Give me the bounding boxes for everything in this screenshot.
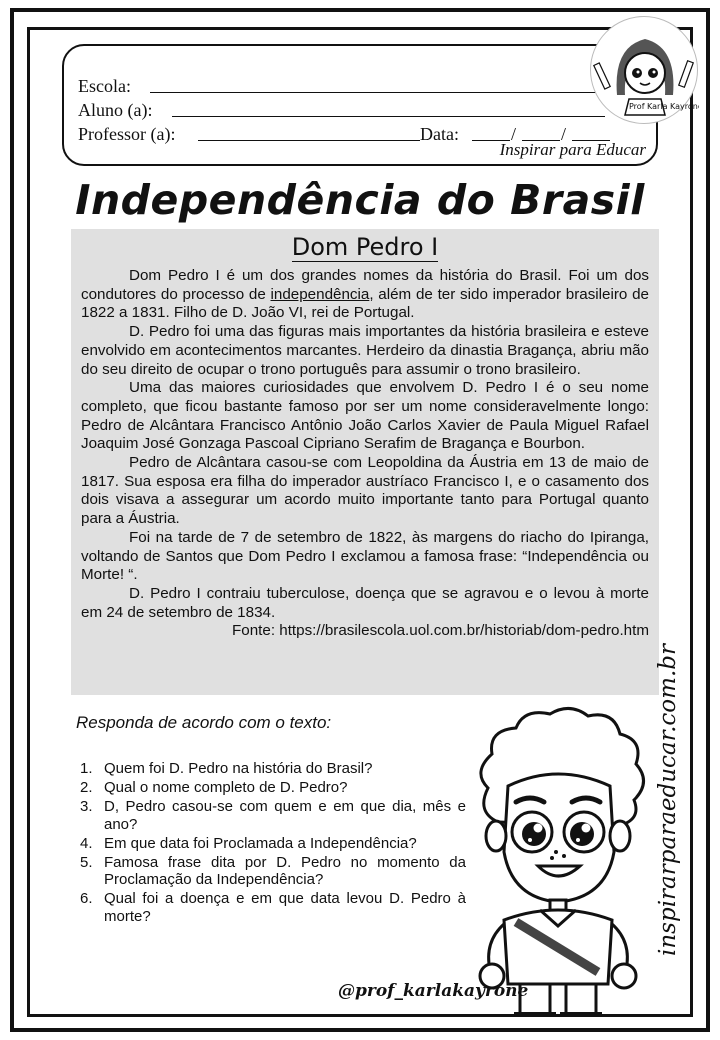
questions-title: Responda de acordo com o texto:	[76, 713, 332, 732]
question-item	[80, 835, 466, 853]
paragraph-text: Dom Pedro I é um dos grandes nomes da história do Brasil. Foi um dos condutores do processo de	[81, 267, 649, 303]
question-text: Em que data foi Proclamada a Independência?	[104, 834, 417, 852]
page-title: Independência do Brasil	[75, 176, 645, 224]
question-text: Qual o nome completo de D. Pedro?	[104, 779, 348, 796]
question-number: 4.	[80, 834, 93, 852]
date-separator: /	[511, 124, 517, 144]
question-number: 2.	[80, 779, 93, 796]
question-number: 1.	[80, 760, 93, 777]
website-watermark-text: inspirarparaeducar.com.br	[655, 644, 681, 956]
paragraph: D. Pedro foi uma das figuras mais importantes da história brasileira e esteve envolvido em acontecimentos marcantes. Herdeiro da dinastia Bragança, abriu mão do seu direito de ocupar o trono português para assumir o trono brasileiro.	[81, 323, 649, 378]
teacher-logo	[590, 16, 698, 124]
question-item	[80, 798, 466, 833]
paragraph	[81, 267, 649, 323]
question-item	[80, 854, 466, 889]
student-info-header	[62, 44, 658, 166]
girl-avatar-icon	[591, 17, 699, 125]
question-text: Famosa frase dita por D. Pedro no momento da Proclamação da Independência?	[104, 853, 466, 888]
logo-text: Prof Karla Kayrone	[629, 102, 699, 111]
author-handle: @prof_karlakayrone	[338, 981, 529, 1001]
question-text: Qual foi a doença e em que data levou D. Pedro à morte?	[104, 890, 466, 925]
teacher-label: Professor (a):	[78, 124, 176, 144]
paragraph: Foi na tarde de 7 de setembro de 1822, às margens do riacho do Ipiranga, voltando de Santos que Dom Pedro I exclamou a famosa frase: “Independência ou Morte! “.	[81, 528, 649, 584]
date-label: Data:	[420, 124, 459, 144]
dom-pedro-illustration	[458, 702, 658, 1025]
article-subtitle	[71, 233, 659, 261]
student-field[interactable]	[172, 116, 605, 117]
independence-link[interactable]: independência	[270, 285, 370, 303]
date-separator: /	[561, 124, 567, 144]
question-item	[80, 890, 466, 925]
questions-list	[80, 760, 466, 927]
question-item	[80, 760, 466, 778]
paragraph-text: , além de ter sido imperador brasileiro de 1822 a 1831. Filho de D. João VI, rei de Portugal.	[81, 285, 649, 322]
article-subtitle-text: Dom Pedro I	[291, 233, 439, 261]
question-text: Quem foi D. Pedro na história do Brasil?	[104, 760, 373, 777]
dom-pedro-cartoon-icon	[458, 702, 658, 1020]
question-number: 5.	[80, 853, 93, 871]
source-citation: Fonte: https://brasilescola.uol.com.br/historiab/dom-pedro.htm	[231, 622, 649, 640]
paragraph: D. Pedro I contraiu tuberculose, doença que se agravou e o levou à morte em 24 de setembro de 1834.	[81, 584, 649, 621]
school-label: Escola:	[78, 76, 131, 96]
motto: Inspirar para Educar	[499, 140, 646, 159]
paragraph: Uma das maiores curiosidades que envolvem D. Pedro I é o seu nome completo, que ficou bastante famoso por ser um nome consideravelmente longo: Pedro de Alcântara Francisco Antônio João Carlos Xavier de Paula Miguel Rafael Joaquim José Gonzaga Pascoal Cipriano Serafim de Bragança e Bourbon.	[81, 379, 649, 453]
article-box	[71, 229, 659, 695]
school-field[interactable]	[150, 92, 605, 93]
question-text: D, Pedro casou-se com quem e em que dia, mês e ano?	[104, 798, 466, 833]
question-number: 6.	[80, 890, 93, 907]
student-label: Aluno (a):	[78, 100, 153, 120]
question-item	[80, 779, 466, 797]
article-text	[81, 267, 649, 641]
question-number: 3.	[80, 798, 93, 815]
teacher-field[interactable]	[198, 140, 420, 141]
paragraph: Pedro de Alcântara casou-se com Leopoldina da Áustria em 13 de maio de 1817. Sua esposa era filha do imperador austríaco Francisco I, e o casamento dos dois visava a assegurar um acordo muito importante tanto para Portugal quanto para a Áustria.	[81, 454, 649, 528]
